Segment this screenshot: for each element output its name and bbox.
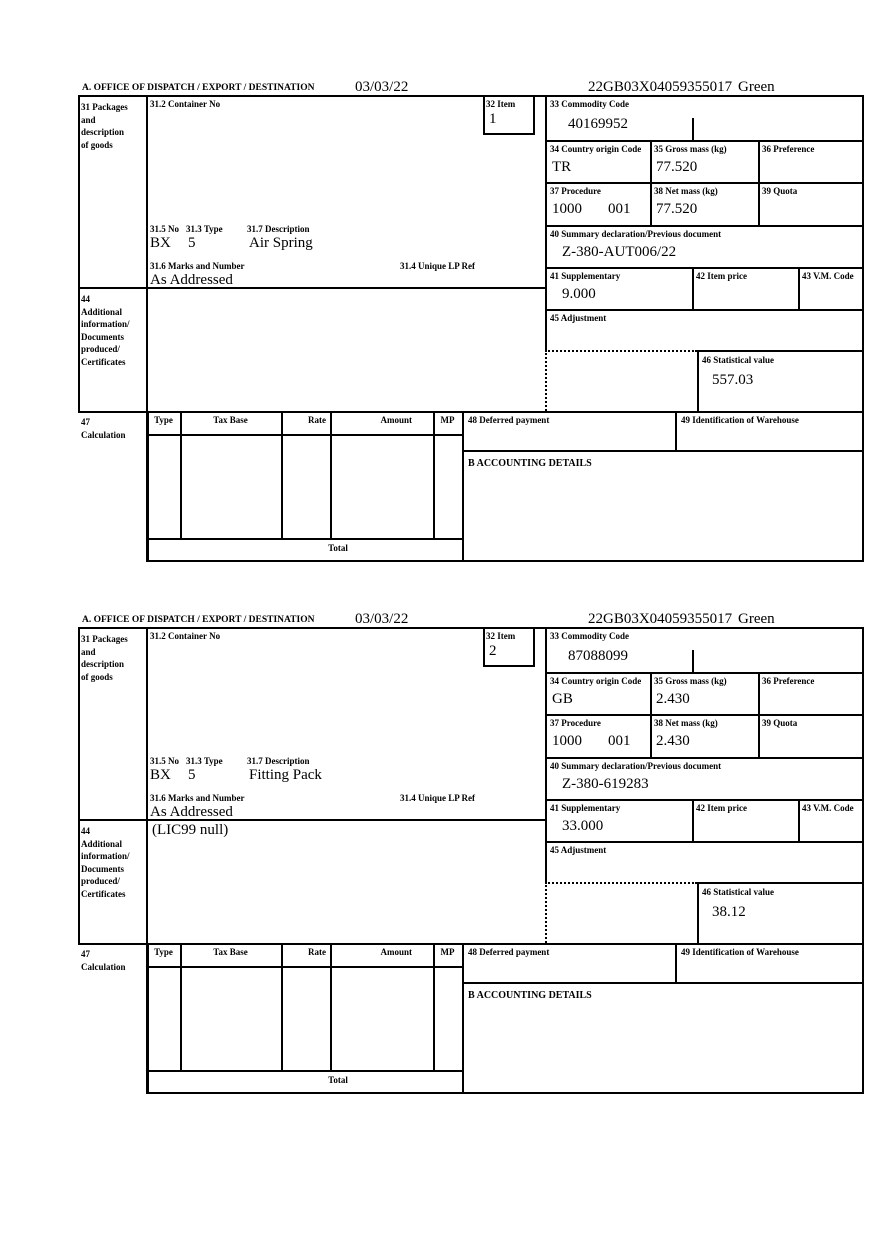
net-mass-value: 2.430: [656, 733, 690, 749]
tax-type-header: Type: [154, 415, 173, 425]
divider: [330, 943, 332, 1072]
divider: [533, 627, 535, 667]
divider: [281, 943, 283, 1072]
marks-number-label: 31.6 Marks and Number: [150, 261, 245, 271]
net-mass-label: 38 Net mass (kg): [654, 718, 718, 728]
gross-mass-label: 35 Gross mass (kg): [654, 144, 727, 154]
adjustment-label: 45 Adjustment: [550, 313, 607, 323]
divider: [147, 1092, 864, 1094]
divider: [78, 287, 547, 289]
item-price-label: 42 Item price: [696, 271, 747, 281]
divider: [650, 140, 652, 225]
commodity-code-label: 33 Commodity Code: [550, 99, 629, 109]
procedure-label: 37 Procedure: [550, 718, 601, 728]
total-label: Total: [328, 1075, 348, 1085]
package-no-value: BX: [150, 767, 171, 783]
procedure-value-2: 001: [608, 733, 631, 749]
gross-mass-value: 77.520: [656, 159, 698, 175]
procedure-value-1: 1000: [552, 733, 582, 749]
divider: [433, 943, 435, 1072]
statistical-value-label: 46 Statistical value: [702, 355, 774, 365]
package-no-value: BX: [150, 235, 171, 251]
divider: [483, 627, 485, 667]
divider: [697, 350, 699, 411]
summary-declaration-label: 40 Summary declaration/Previous document: [550, 761, 722, 771]
unique-lp-ref-label: 31.4 Unique LP Ref: [400, 793, 476, 803]
dotted-divider: [545, 882, 697, 884]
divider: [78, 411, 864, 413]
procedure-value-2: 001: [608, 201, 631, 217]
procedure-value-1: 1000: [552, 201, 582, 217]
divider: [545, 714, 864, 716]
unique-lp-ref-label: 31.4 Unique LP Ref: [400, 261, 476, 271]
divider: [78, 627, 80, 945]
description-label: 31.7 Description: [247, 224, 310, 234]
warehouse-id-label: 49 Identification of Warehouse: [681, 947, 799, 957]
description-value: Fitting Pack: [249, 767, 322, 783]
divider: [545, 95, 547, 352]
vm-code-label: 43 V.M. Code: [802, 803, 854, 813]
tax-base-header: Tax Base: [213, 947, 248, 957]
commodity-code-subdivision: [692, 118, 694, 140]
commodity-code-value: 40169952: [568, 116, 628, 132]
declaration-date: 03/03/22: [355, 79, 409, 95]
vm-code-label: 43 V.M. Code: [802, 271, 854, 281]
routing-status: Green: [738, 611, 775, 627]
divider: [78, 627, 864, 629]
accounting-details-label: B ACCOUNTING DETAILS: [468, 990, 592, 1001]
divider: [78, 95, 864, 97]
gross-mass-value: 2.430: [656, 691, 690, 707]
procedure-label: 37 Procedure: [550, 186, 601, 196]
divider: [545, 225, 864, 227]
divider: [462, 982, 864, 984]
preference-label: 36 Preference: [762, 676, 815, 686]
divider: [545, 799, 864, 801]
divider: [692, 267, 694, 309]
divider: [147, 1070, 464, 1072]
package-type-value: 5: [188, 235, 196, 251]
divider: [533, 95, 535, 135]
statistical-value-label: 46 Statistical value: [702, 887, 774, 897]
declaration-item-section-1: [78, 78, 864, 564]
divider: [545, 140, 864, 142]
divider: [798, 267, 800, 309]
divider: [483, 665, 535, 667]
divider: [180, 411, 182, 540]
divider: [758, 672, 760, 757]
box44-caption: 44 Additional information/ Documents produced/ Certificates: [81, 826, 130, 899]
statistical-value: 38.12: [712, 904, 746, 920]
description-label: 31.7 Description: [247, 756, 310, 766]
divider: [675, 943, 677, 982]
divider: [147, 966, 464, 968]
package-type-value: 5: [188, 767, 196, 783]
divider: [697, 350, 864, 352]
divider: [483, 95, 485, 135]
box44-caption: 44 Additional information/ Documents produced/ Certificates: [81, 294, 130, 367]
divider: [650, 672, 652, 757]
quota-label: 39 Quota: [762, 186, 798, 196]
quota-label: 39 Quota: [762, 718, 798, 728]
supplementary-label: 41 Supplementary: [550, 803, 621, 813]
divider: [330, 411, 332, 540]
declaration-reference: 22GB03X04059355017: [588, 611, 733, 627]
net-mass-label: 38 Net mass (kg): [654, 186, 718, 196]
divider: [433, 411, 435, 540]
package-no-label: 31.5 No: [150, 756, 179, 766]
tax-mp-header: MP: [440, 415, 455, 425]
supplementary-value: 33.000: [562, 818, 604, 834]
divider: [78, 95, 80, 413]
supplementary-value: 9.000: [562, 286, 596, 302]
divider: [545, 267, 864, 269]
box31-caption: 31 Packages and description of goods: [81, 102, 128, 150]
tax-rate-header: Rate: [308, 415, 326, 425]
divider: [147, 560, 864, 562]
divider: [147, 538, 464, 540]
deferred-payment-label: 48 Deferred payment: [468, 947, 550, 957]
divider: [545, 757, 864, 759]
preference-label: 36 Preference: [762, 144, 815, 154]
commodity-code-value: 87088099: [568, 648, 628, 664]
declaration-date: 03/03/22: [355, 611, 409, 627]
item-number-value: 1: [489, 111, 497, 127]
package-type-label: 31.3 Type: [186, 224, 223, 234]
country-origin-label: 34 Country origin Code: [550, 144, 642, 154]
divider: [281, 411, 283, 540]
country-origin-value: GB: [552, 691, 573, 707]
item-label: 32 Item: [486, 631, 516, 641]
dotted-divider: [545, 350, 547, 411]
package-type-label: 31.3 Type: [186, 756, 223, 766]
total-label: Total: [328, 543, 348, 553]
country-origin-label: 34 Country origin Code: [550, 676, 642, 686]
divider: [692, 799, 694, 841]
warehouse-id-label: 49 Identification of Warehouse: [681, 415, 799, 425]
deferred-payment-label: 48 Deferred payment: [468, 415, 550, 425]
country-origin-value: TR: [552, 159, 572, 175]
tax-base-header: Tax Base: [213, 415, 248, 425]
divider: [545, 672, 864, 674]
container-no-label: 31.2 Container No: [150, 631, 221, 641]
tax-mp-header: MP: [440, 947, 455, 957]
gross-mass-label: 35 Gross mass (kg): [654, 676, 727, 686]
divider: [545, 309, 864, 311]
divider: [545, 841, 864, 843]
item-label: 32 Item: [486, 99, 516, 109]
declaration-reference: 22GB03X04059355017: [588, 79, 733, 95]
dotted-divider: [545, 350, 697, 352]
divider: [180, 943, 182, 1072]
divider: [462, 450, 864, 452]
summary-declaration-value: Z-380-619283: [562, 776, 649, 792]
accounting-details-label: B ACCOUNTING DETAILS: [468, 458, 592, 469]
routing-status: Green: [738, 79, 775, 95]
divider: [798, 799, 800, 841]
marks-number-label: 31.6 Marks and Number: [150, 793, 245, 803]
supplementary-label: 41 Supplementary: [550, 271, 621, 281]
additional-info-value: (LIC99 null): [152, 822, 229, 838]
divider: [697, 882, 864, 884]
office-of-dispatch-title: A. OFFICE OF DISPATCH / EXPORT / DESTINATION: [82, 83, 315, 93]
tax-type-header: Type: [154, 947, 173, 957]
item-number-value: 2: [489, 643, 497, 659]
box31-caption: 31 Packages and description of goods: [81, 634, 128, 682]
divider: [697, 882, 699, 943]
declaration-item-section-2: [78, 610, 864, 1096]
adjustment-label: 45 Adjustment: [550, 845, 607, 855]
divider: [545, 182, 864, 184]
package-no-label: 31.5 No: [150, 224, 179, 234]
marks-number-value: As Addressed: [150, 804, 233, 820]
dotted-divider: [545, 882, 547, 943]
divider: [862, 627, 864, 1094]
summary-declaration-label: 40 Summary declaration/Previous document: [550, 229, 722, 239]
description-value: Air Spring: [249, 235, 313, 251]
tax-rate-header: Rate: [308, 947, 326, 957]
divider: [78, 943, 864, 945]
box47-caption: 47 Calculation: [81, 417, 126, 440]
tax-amount-header: Amount: [380, 415, 412, 425]
commodity-code-label: 33 Commodity Code: [550, 631, 629, 641]
divider: [758, 140, 760, 225]
tax-amount-header: Amount: [380, 947, 412, 957]
divider: [675, 411, 677, 450]
divider: [545, 627, 547, 884]
office-of-dispatch-title: A. OFFICE OF DISPATCH / EXPORT / DESTINATION: [82, 615, 315, 625]
divider: [147, 434, 464, 436]
box47-caption: 47 Calculation: [81, 949, 126, 972]
item-price-label: 42 Item price: [696, 803, 747, 813]
divider: [483, 133, 535, 135]
statistical-value: 557.03: [712, 372, 754, 388]
summary-declaration-value: Z-380-AUT006/22: [562, 244, 677, 260]
divider: [78, 819, 547, 821]
container-no-label: 31.2 Container No: [150, 99, 221, 109]
net-mass-value: 77.520: [656, 201, 698, 217]
marks-number-value: As Addressed: [150, 272, 233, 288]
commodity-code-subdivision: [692, 650, 694, 672]
divider: [862, 95, 864, 562]
